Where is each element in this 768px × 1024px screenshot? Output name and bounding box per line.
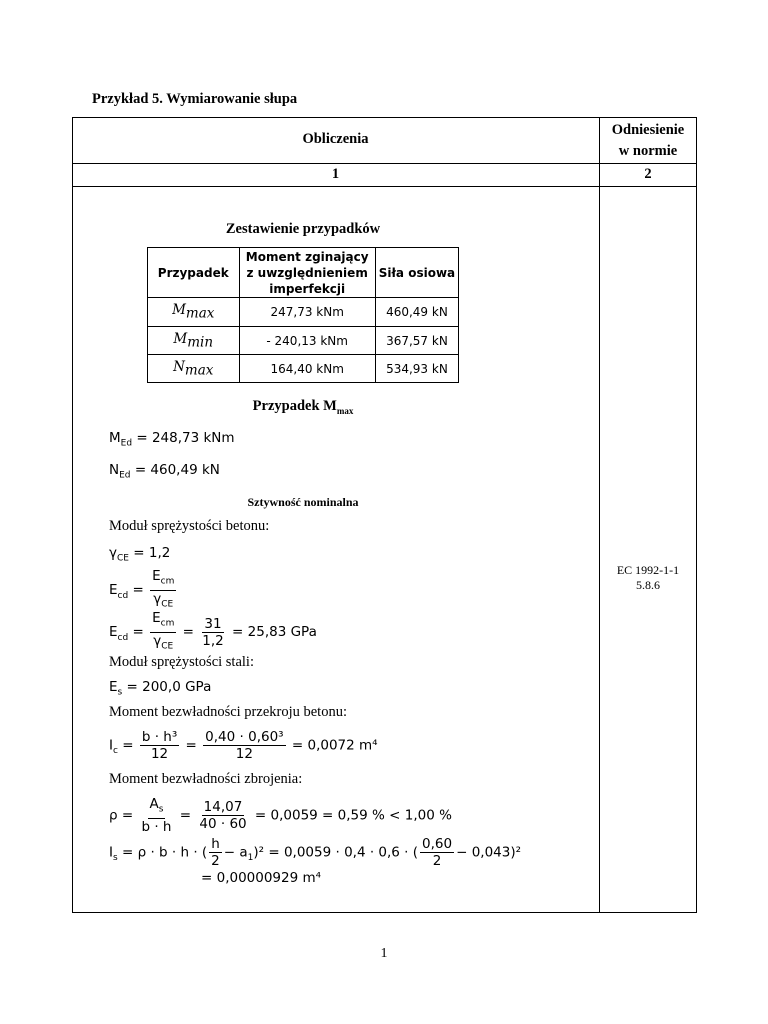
force-cell: 460,49 kN [375,298,458,327]
column-title-reference [600,120,696,162]
ic-label: Moment bezwładności przekroju betonu: [109,704,347,720]
column-number-2: 2 [644,166,652,182]
fraction: $\frac{h}{2}$ [211,836,220,869]
fraction: $\frac{A_s}{b \cdot h}$ [141,796,172,835]
column-title-calculations: Obliczenia [302,131,369,147]
fraction: $\frac{14,07}{40 \cdot 60}$ [199,798,247,832]
column-title-reference-line1: Odniesienie [611,122,685,138]
table-number-divider [72,186,697,187]
header-case: Przypadek [148,248,240,298]
fraction: $\frac{E_{cm}}{\gamma_{CE}}$ [152,610,175,652]
case-cell: $M_{min}$ [148,327,240,355]
is-result: = 0,00000929 m⁴ [201,870,322,886]
ecd-formula: $E_{cd}$ = $\frac{E_{cm}}{\gamma_{CE}}$ [109,568,178,612]
stiffness-title: Sztywność nominalna [247,495,359,509]
case-cell: $N_{max}$ [148,355,240,383]
fraction: $\frac{31}{1,2}$ [202,615,224,649]
force-cell: 367,57 kN [375,327,458,355]
table-header-divider [72,163,697,164]
column-number-1: 1 [331,166,340,182]
concrete-modulus-label: Moduł sprężystości betonu: [109,518,270,534]
es-equation: $E_s = 200,0$ GPa [109,679,212,698]
fraction: $\frac{0,60}{2}$ [422,836,453,869]
norm-reference-code: EC 1992-1-1 [616,563,680,577]
page-heading: Przykład 5. Wymiarowanie słupa [92,91,298,107]
ic-equation: $I_c$ = $\frac{\text{b · h³}}{12}$ = $\frac{\text{0,40 · 0,60³}}{12}$ = 0,0072 m⁴ [109,729,378,762]
column-title-reference-line2: w normie [618,143,678,159]
ned-equation: $N_{Ed} = 460,49$ kN [109,462,220,481]
ecd-value-equation: $E_{cd}$ = $\frac{E_{cm}}{\gamma_{CE}}$ = $\frac{31}{1,2}$ = 25,83 GPa [109,610,317,654]
case-mmax-title: Przypadek $M_{max}$ [252,398,354,416]
table-row [148,355,459,383]
table-row [148,327,459,355]
table-column-divider [599,117,600,913]
fraction: $\frac{\text{0,40 · 0,60³}}{12}$ [205,729,284,762]
header-axial-force: Siła osiowa [375,248,458,298]
is-equation: $I_s = \rho \cdot b \cdot h$ · ( $\frac{h}{2}$ − $a_1)^2 = 0,0059 \cdot 0,4 \cdot 0,6$ · ( $\frac{0,60}{2}$ − 0,043)² [109,836,522,869]
table-row [148,298,459,327]
rho-equation: ρ = $\frac{A_s}{b \cdot h}$ = $\frac{14,07}{40 \cdot 60}$ = 0,0059 = 0,59 % < 1,00 % [109,796,452,835]
moment-cell: - 240,13 kNm [239,327,375,355]
table-left-border [72,117,73,913]
is-label: Moment bezwładności zbrojenia: [109,771,303,787]
norm-reference-section: 5.8.6 [636,578,660,592]
header-moment: Moment zginający z uwzględnieniem imperfekcji [239,248,375,298]
gamma-ce-equation: $\gamma_{CE} = 1,2$ [109,545,171,564]
moment-cell: 247,73 kNm [239,298,375,327]
case-cell: $M_{max}$ [148,298,240,327]
cases-table [147,247,459,383]
force-cell: 534,93 kN [375,355,458,383]
table-right-border [696,117,697,913]
fraction: $\frac{E_{cm}}{\gamma_{CE}}$ [152,568,175,610]
fraction: $\frac{\text{b · h³}}{12}$ [141,729,178,762]
med-equation: $M_{Ed} = 248,73$ kNm [109,430,235,449]
table-top-border [72,117,697,118]
cases-table-header-row [148,248,459,298]
moment-cell: 164,40 kNm [239,355,375,383]
steel-modulus-label: Moduł sprężystości stali: [109,654,254,670]
norm-reference [600,563,696,593]
cases-title: Zestawienie przypadków [225,221,381,237]
page-number: 1 [380,946,388,961]
table-bottom-border [72,912,697,913]
